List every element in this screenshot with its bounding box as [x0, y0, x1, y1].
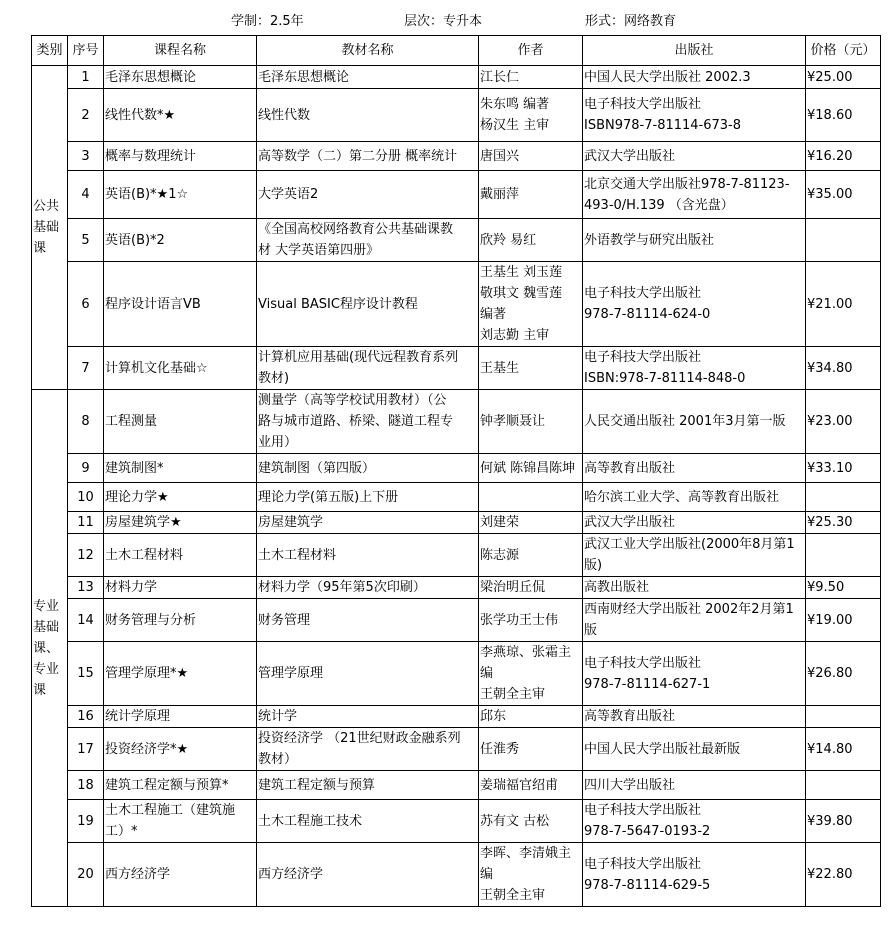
textbook-name-cell: 建筑制图（第四版）: [257, 454, 479, 483]
row-number-cell: 2: [68, 89, 104, 142]
textbook-name-cell: 《全国高校网络教育公共基础课教 材 大学英语第四册》: [257, 219, 479, 262]
publisher-cell: 电子科技大学出版社 ISBN:978-7-81114-848-0: [583, 347, 806, 390]
publisher-cell: 武汉大学出版社: [583, 142, 806, 171]
course-name-cell: 土木工程施工（建筑施 工）*: [104, 800, 257, 843]
publisher-cell: 四川大学出版社: [583, 771, 806, 800]
author-cell: 王基生 刘玉莲 敬琪文 魏雪莲 编著 刘志勤 主审: [479, 262, 583, 347]
price-cell: [806, 771, 881, 800]
course-name-cell: 概率与数理统计: [104, 142, 257, 171]
header-course-name: 课程名称: [104, 36, 257, 66]
publisher-cell: 中国人民大学出版社最新版: [583, 728, 806, 771]
course-name-cell: 工程测量: [104, 390, 257, 454]
level-label: 层次：专升本: [404, 14, 483, 29]
price-cell: ¥9.50: [806, 577, 881, 599]
header-number: 序号: [68, 36, 104, 66]
textbook-name-cell: 房屋建筑学: [257, 512, 479, 534]
row-number-cell: 13: [68, 577, 104, 599]
textbook-name-cell: 土木工程施工技术: [257, 800, 479, 843]
publisher-cell: 电子科技大学出版社 978-7-81114-627-1: [583, 642, 806, 706]
row-number-cell: 7: [68, 347, 104, 390]
publisher-cell: 电子科技大学出版社 978-7-5647-0193-2: [583, 800, 806, 843]
author-cell: 欣羚 易红: [479, 219, 583, 262]
course-name-cell: 建筑制图*: [104, 454, 257, 483]
author-cell: 何斌 陈锦昌陈坤: [479, 454, 583, 483]
textbook-name-cell: 毛泽东思想概论: [257, 66, 479, 89]
row-number-cell: 9: [68, 454, 104, 483]
row-number-cell: 5: [68, 219, 104, 262]
row-number-cell: 12: [68, 534, 104, 577]
price-cell: [806, 483, 881, 512]
author-cell: 邱东: [479, 706, 583, 728]
author-cell: 唐国兴: [479, 142, 583, 171]
price-cell: ¥22.80: [806, 843, 881, 907]
row-number-cell: 10: [68, 483, 104, 512]
author-cell: 朱东鸣 编著 杨汉生 主审: [479, 89, 583, 142]
publisher-cell: 电子科技大学出版社 978-7-81114-624-0: [583, 262, 806, 347]
publisher-cell: 哈尔滨工业大学、高等教育出版社: [583, 483, 806, 512]
header-category: 类别: [32, 36, 68, 66]
table-row: [32, 771, 881, 800]
table-row: [32, 219, 881, 262]
textbook-name-cell: 管理学原理: [257, 642, 479, 706]
course-name-cell: 房屋建筑学★: [104, 512, 257, 534]
author-cell: 江长仁: [479, 66, 583, 89]
course-name-cell: 西方经济学: [104, 843, 257, 907]
author-cell: 刘建荣: [479, 512, 583, 534]
course-name-cell: 统计学原理: [104, 706, 257, 728]
publisher-cell: 人民交通出版社 2001年3月第一版: [583, 390, 806, 454]
author-cell: 姜瑞福官绍甫: [479, 771, 583, 800]
category-public-basic: 公共 基础 课: [32, 66, 68, 390]
price-cell: ¥33.10: [806, 454, 881, 483]
publisher-cell: 电子科技大学出版社 978-7-81114-629-5: [583, 843, 806, 907]
textbook-name-cell: 统计学: [257, 706, 479, 728]
textbook-name-cell: 投资经济学 （21世纪财政金融系列 教材）: [257, 728, 479, 771]
course-name-cell: 英语(B)*★1☆: [104, 171, 257, 219]
course-name-cell: 建筑工程定额与预算*: [104, 771, 257, 800]
table-row: [32, 800, 881, 843]
table-row: [32, 66, 881, 89]
course-name-cell: 财务管理与分析: [104, 599, 257, 642]
course-name-cell: 程序设计语言VB: [104, 262, 257, 347]
row-number-cell: 20: [68, 843, 104, 907]
row-number-cell: 11: [68, 512, 104, 534]
publisher-cell: 高教出版社: [583, 577, 806, 599]
price-cell: ¥25.00: [806, 66, 881, 89]
author-cell: 李晖、李清娥主 编 王朝全主审: [479, 843, 583, 907]
price-cell: ¥18.60: [806, 89, 881, 142]
course-name-cell: 土木工程材料: [104, 534, 257, 577]
table-row: [32, 390, 881, 454]
course-name-cell: 理论力学★: [104, 483, 257, 512]
author-cell: 梁治明丘侃: [479, 577, 583, 599]
row-number-cell: 3: [68, 142, 104, 171]
program-info: [0, 10, 895, 30]
table-row: [32, 262, 881, 347]
table-row: [32, 642, 881, 706]
table-row: [32, 728, 881, 771]
publisher-cell: 高等教育出版社: [583, 454, 806, 483]
course-name-cell: 计算机文化基础☆: [104, 347, 257, 390]
author-cell: 张学功王士伟: [479, 599, 583, 642]
table-row: [32, 454, 881, 483]
price-cell: ¥25.30: [806, 512, 881, 534]
price-cell: ¥35.00: [806, 171, 881, 219]
author-cell: [479, 483, 583, 512]
mode-label: 形式：网络教育: [585, 14, 677, 29]
header-textbook-name: 教材名称: [257, 36, 479, 66]
textbook-name-cell: Visual BASIC程序设计教程: [257, 262, 479, 347]
table-row: [32, 171, 881, 219]
price-cell: [806, 219, 881, 262]
price-cell: [806, 706, 881, 728]
table-row: [32, 577, 881, 599]
row-number-cell: 18: [68, 771, 104, 800]
textbook-name-cell: 大学英语2: [257, 171, 479, 219]
price-cell: ¥16.20: [806, 142, 881, 171]
textbook-name-cell: 财务管理: [257, 599, 479, 642]
author-cell: 陈志源: [479, 534, 583, 577]
row-number-cell: 15: [68, 642, 104, 706]
table-row: [32, 142, 881, 171]
table-row: [32, 89, 881, 142]
price-cell: [806, 534, 881, 577]
author-cell: 苏有文 古松: [479, 800, 583, 843]
row-number-cell: 1: [68, 66, 104, 89]
header-author: 作者: [479, 36, 583, 66]
row-number-cell: 6: [68, 262, 104, 347]
course-name-cell: 材料力学: [104, 577, 257, 599]
row-number-cell: 8: [68, 390, 104, 454]
price-cell: ¥23.00: [806, 390, 881, 454]
row-number-cell: 17: [68, 728, 104, 771]
author-cell: 李燕琼、张霜主 编 王朝全主审: [479, 642, 583, 706]
textbook-name-cell: 材料力学（95年第5次印刷）: [257, 577, 479, 599]
course-name-cell: 毛泽东思想概论: [104, 66, 257, 89]
author-cell: 王基生: [479, 347, 583, 390]
row-number-cell: 4: [68, 171, 104, 219]
course-name-cell: 投资经济学*★: [104, 728, 257, 771]
publisher-cell: 中国人民大学出版社 2002.3: [583, 66, 806, 89]
textbook-name-cell: 建筑工程定额与预算: [257, 771, 479, 800]
textbook-name-cell: 线性代数: [257, 89, 479, 142]
textbook-name-cell: 土木工程材料: [257, 534, 479, 577]
header-price: 价格（元）: [806, 36, 881, 66]
price-cell: ¥14.80: [806, 728, 881, 771]
table-row: [32, 483, 881, 512]
price-cell: ¥26.80: [806, 642, 881, 706]
price-cell: ¥21.00: [806, 262, 881, 347]
publisher-cell: 西南财经大学出版社 2002年2月第1 版: [583, 599, 806, 642]
author-cell: 钟孝顺聂让: [479, 390, 583, 454]
header-publisher: 出版社: [583, 36, 806, 66]
author-cell: 任淮秀: [479, 728, 583, 771]
publisher-cell: 高等教育出版社: [583, 706, 806, 728]
table-header-row: [32, 36, 881, 66]
publisher-cell: 电子科技大学出版社 ISBN978-7-81114-673-8: [583, 89, 806, 142]
price-cell: ¥19.00: [806, 599, 881, 642]
textbook-name-cell: 计算机应用基础(现代远程教育系列 教材): [257, 347, 479, 390]
textbook-name-cell: 高等数学（二）第二分册 概率统计: [257, 142, 479, 171]
table-row: [32, 347, 881, 390]
course-name-cell: 线性代数*★: [104, 89, 257, 142]
row-number-cell: 19: [68, 800, 104, 843]
publisher-cell: 北京交通大学出版社978-7-81123- 493-0/H.139 （含光盘）: [583, 171, 806, 219]
table-row: [32, 706, 881, 728]
table-row: [32, 599, 881, 642]
category-professional: 专业 基础 课、 专业 课: [32, 390, 68, 907]
author-cell: 戴丽萍: [479, 171, 583, 219]
table-row: [32, 534, 881, 577]
course-name-cell: 英语(B)*2: [104, 219, 257, 262]
table-row: [32, 843, 881, 907]
textbook-name-cell: 测量学（高等学校试用教材）（公 路与城市道路、桥梁、隧道工程专 业用）: [257, 390, 479, 454]
publisher-cell: 外语教学与研究出版社: [583, 219, 806, 262]
publisher-cell: 武汉大学出版社: [583, 512, 806, 534]
course-name-cell: 管理学原理*★: [104, 642, 257, 706]
row-number-cell: 16: [68, 706, 104, 728]
duration-label: 学制：2.5年: [231, 14, 304, 29]
price-cell: ¥39.80: [806, 800, 881, 843]
textbook-name-cell: 理论力学(第五版)上下册: [257, 483, 479, 512]
textbook-table: [31, 35, 881, 907]
textbook-name-cell: 西方经济学: [257, 843, 479, 907]
publisher-cell: 武汉工业大学出版社(2000年8月第1 版): [583, 534, 806, 577]
price-cell: ¥34.80: [806, 347, 881, 390]
row-number-cell: 14: [68, 599, 104, 642]
table-row: [32, 512, 881, 534]
